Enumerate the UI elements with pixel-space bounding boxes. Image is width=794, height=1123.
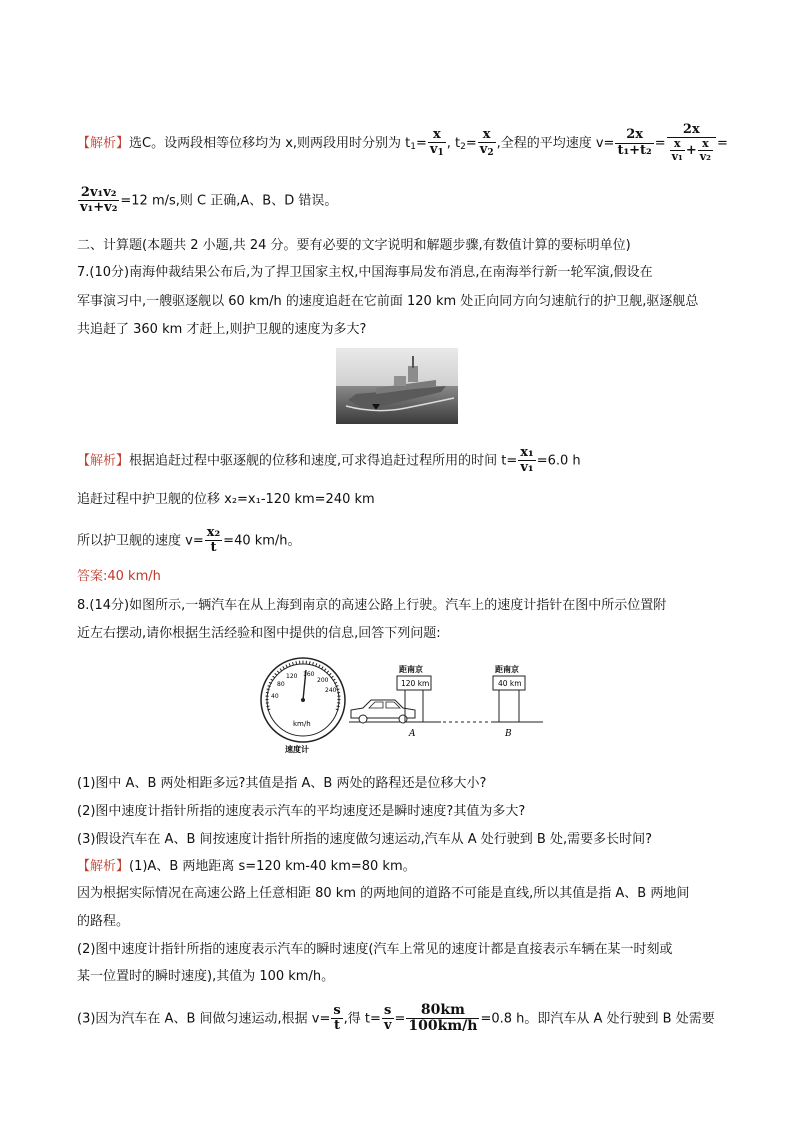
fraction: $\frac{s}{v}$ [383, 1003, 392, 1034]
q8-line2: 近左右摆动,请你根据生活经验和图中提供的信息,回答下列问题: [77, 626, 441, 641]
a8-line6: (3)因为汽车在 A、B 间做匀速运动,根据 v= $\frac{s}{t}$ ,得 t= $\frac{s}{v}$ = $\frac{80km}{100km/h}$ =0.8 h。即汽车从 A 处行驶到 B 处需要 [77, 1002, 715, 1035]
section-heading: 二、计算题(本题共 2 小题,共 24 分。要有必要的文字说明和解题步骤,有数值计算的要标明单位) [77, 238, 631, 253]
q8-sub2: (2)图中速度计指针所指的速度表示汽车的平均速度还是瞬时速度?其值为多大? [77, 804, 526, 819]
answer-7: 答案:40 km/h [77, 569, 161, 584]
fraction: $\frac{x}{v_1}$ [429, 126, 444, 158]
a8-line2: 因为根据实际情况在高速公路上任意相距 80 km 的两地间的道路不可能是直线,所以其值是指 A、B 两地间 [77, 886, 690, 901]
a8-line1: 【解析】(1)A、B 两地距离 s=120 km-40 km=80 km。 [77, 859, 416, 874]
svg-text:距南京: 距南京 [399, 665, 423, 674]
fraction: $\frac{\text{x₂}}{t}$ [206, 525, 221, 556]
sign-b [493, 664, 525, 739]
fraction: $\frac{x}{v_2}$ [479, 126, 494, 158]
fraction: $\frac{80km}{100km/h}$ [408, 1002, 478, 1035]
fraction: $\frac{x}{\text{v₁}}$ [671, 137, 683, 164]
fraction: $\frac{\text{x₁}}{\text{v₁}}$ [520, 445, 534, 476]
a7-line1: 【解析】根据追赶过程中驱逐舰的位移和速度,可求得追赶过程所用的时间 t= $\frac{\text{x₁}}{\text{v₁}}$ =6.0 h [77, 445, 581, 476]
gauge-tick: 200 [317, 677, 329, 684]
q7-line1: 7.(10分)南海仲裁结果公布后,为了捍卫国家主权,中国海事局发布消息,在南海举行新一轮军演,假设在 [77, 265, 653, 280]
gauge-unit: km/h [293, 720, 311, 728]
compound-fraction: 2x $\frac{x}{\text{v₁}}$ + $\frac{x}{\text{v₂}}$ [667, 123, 716, 163]
q7-line2: 军事演习中,一艘驱逐舰以 60 km/h 的速度追赶在它前面 120 km 处正向同方向匀速航行的护卫舰,驱逐舰总 [77, 294, 699, 309]
svg-text:40 km: 40 km [498, 679, 522, 688]
fraction: $\frac{2x}{\text{t₁+t₂}}$ [617, 127, 652, 158]
fraction: $\frac{s}{t}$ [333, 1003, 341, 1034]
gauge-tick: 160 [303, 671, 315, 678]
fraction: $\frac{x}{\text{v₂}}$ [699, 137, 711, 164]
gauge-tick: 40 [271, 693, 279, 700]
a7-line3: 所以护卫舰的速度 v= $\frac{\text{x₂}}{t}$ =40 km/h。 [77, 525, 301, 556]
svg-text:A: A [409, 729, 416, 739]
q8-sub1: (1)图中 A、B 两处相距多远?其值是指 A、B 两处的路程还是位移大小? [77, 776, 487, 791]
analysis-tag: 【解析】 [77, 135, 130, 151]
speedometer-road-figure [255, 654, 545, 754]
svg-text:120 km: 120 km [401, 679, 430, 688]
sign-a [397, 664, 431, 739]
a7-line2: 追赶过程中护卫舰的位移 x₂=x₁-120 km=240 km [77, 492, 375, 507]
gauge-tick: 120 [286, 673, 298, 680]
analysis1-line1: 【解析】选C。设两段相等位移均为 x,则两段用时分别为 $t_1=$ $\frac{x}{v_1}$ , $t_2=$ $\frac{x}{v_2}$ ,全程的平均速度 v= $\frac{2x}{\text{t₁+t₂}}$ = 2x $\frac{x}{\text{v₁}}$ + $\frac{x}{\text{v₂}}$ = [77, 122, 728, 164]
warship-photo [336, 348, 458, 424]
speedometer-icon [261, 658, 345, 754]
gauge-tick: 80 [277, 681, 285, 688]
analysis1-line2: $\frac{\text{2v₁v₂}}{\text{v₁+v₂}}$ =12 m/s,则 C 正确,A、B、D 错误。 [80, 185, 338, 216]
analysis-tag: 【解析】 [77, 453, 130, 469]
a8-line4: (2)图中速度计指针所指的速度表示汽车的瞬时速度(汽车上常见的速度计都是直接表示车辆在某一时刻或 [77, 942, 673, 957]
a8-line3: 的路程。 [77, 914, 130, 929]
q8-sub3: (3)假设汽车在 A、B 间按速度计指针所指的速度做匀速运动,汽车从 A 处行驶到 B 处,需要多长时间? [77, 832, 652, 847]
gauge-label: 速度计 [285, 745, 309, 754]
fraction: $\frac{\text{2v₁v₂}}{\text{v₁+v₂}}$ [80, 185, 118, 216]
q7-line3: 共追赶了 360 km 才赶上,则护卫舰的速度为多大? [77, 322, 367, 337]
q8-line1: 8.(14分)如图所示,一辆汽车在从上海到南京的高速公路上行驶。汽车上的速度计指针在图中所示位置附 [77, 598, 667, 613]
gauge-tick: 240 [325, 687, 337, 694]
analysis-tag: 【解析】 [77, 859, 130, 874]
a8-line5: 某一位置时的瞬时速度),其值为 100 km/h。 [77, 969, 335, 984]
svg-text:B: B [505, 729, 512, 739]
svg-text:距南京: 距南京 [495, 665, 519, 674]
